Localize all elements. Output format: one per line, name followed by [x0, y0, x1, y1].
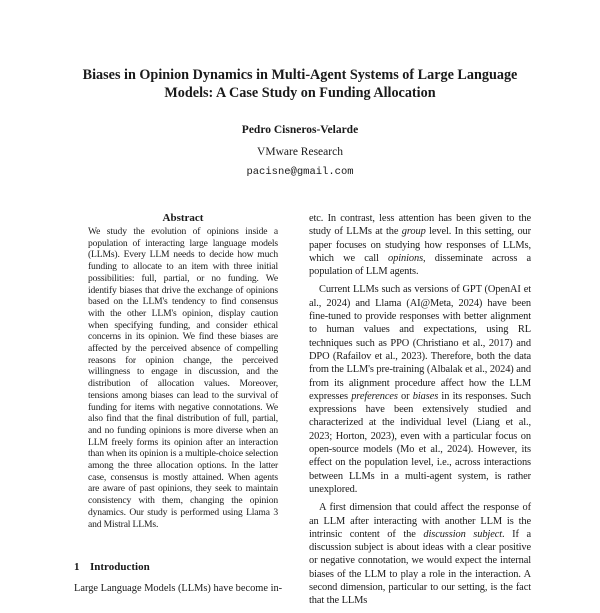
- emphasis-group: group: [401, 226, 426, 238]
- paragraph-2: Current LLMs such as versions of GPT (OpenAI et al., 2024) and Llama (AI@Meta, 2024) have been fine-tuned to provide responses with better alignment to human values and expectations, using RL techniques such as PPO (Christiano et al., 2017) and DPO (Rafailov et al., 2023). Therefore, both the data from the LLM's pre-training (Albalak et al., 2024) and from its alignment procedure affect how the LLM expresses preferences or biases in its responses. Such expressions have been extensively studied and characterized at the individual level (Liang et al., 2023; Horton, 2023), even with a particular focus on open-source models (Mo et al., 2024). However, its effect on the population level, i.e., across interactions between LLMs in a multi-agent system, is rather unexplored.: [309, 284, 531, 495]
- emphasis-biases: biases: [412, 390, 439, 402]
- section-heading-introduction: [74, 561, 150, 573]
- emphasis-preferences: preferences: [351, 390, 398, 402]
- section-number: 1: [74, 561, 80, 573]
- paper-title: Biases in Opinion Dynamics in Multi-Agent Systems of Large Language Models: A Case Study on Funding Allocation: [82, 67, 518, 101]
- emphasis-discussion-subject: discussion subject: [423, 528, 503, 540]
- paragraph-1: etc. In contrast, less attention has been given to the study of LLMs at the group level. In this setting, our paper focuses on studying how responses of LLMs, which we call opinions, disseminate across a population of LLM agents.: [309, 213, 532, 278]
- author-email: pacisne@gmail.com: [246, 166, 354, 178]
- introduction-first-line: Large Language Models (LLMs) have become in-: [74, 583, 283, 594]
- author-name: Pedro Cisneros-Velarde: [241, 124, 359, 136]
- abstract-heading: Abstract: [162, 212, 204, 224]
- emphasis-opinions: opinions: [388, 252, 424, 264]
- author-affiliation: VMware Research: [257, 146, 343, 158]
- abstract-text: We study the evolution of opinions inside a population of interacting large language models (LLMs). Every LLM needs to decide how much funding to allocate to an item with three initial possibilities: full, partial, or no funding. We identify biases that drive the exchange of opinions based on the LLM's tendency to find consensus with the other LLM's opinion, display caution when specifying funding, and consider ethical concerns in its opinion. We find these biases are affected by the perceived absence of compelling reasons for opinion change, the perceived willingness to engage in discussion, and the distribution of allocation values. Moreover, tensions among biases can lead to the survival of funding for items with negative connotations. We also find that the final distribution of full, partial, and no funding opinions is more diverse when an LLM freely forms its opinion after an interaction than when its opinion is a multiple-choice selection among the three allocation options. In the latter case, consensus is mostly attained. When agents are aware of past opinions, they seek to maintain consistency with them, changing the opinion dynamics. Our study is performed using Llama 3 and Mistral LLMs.: [88, 226, 278, 530]
- section-title: Introduction: [90, 561, 150, 573]
- paragraph-3: A first dimension that could affect the response of an LLM after interacting with another LLM is the intrinsic content of the discussion subject. If a discussion subject is about ideas with a clear positive or negative connotation, we would expect the internal biases of the LLM to play a role in the interaction. A second dimension, particular to our setting, is the fact that the LLMs: [309, 502, 531, 607]
- right-column-body: [309, 212, 531, 613]
